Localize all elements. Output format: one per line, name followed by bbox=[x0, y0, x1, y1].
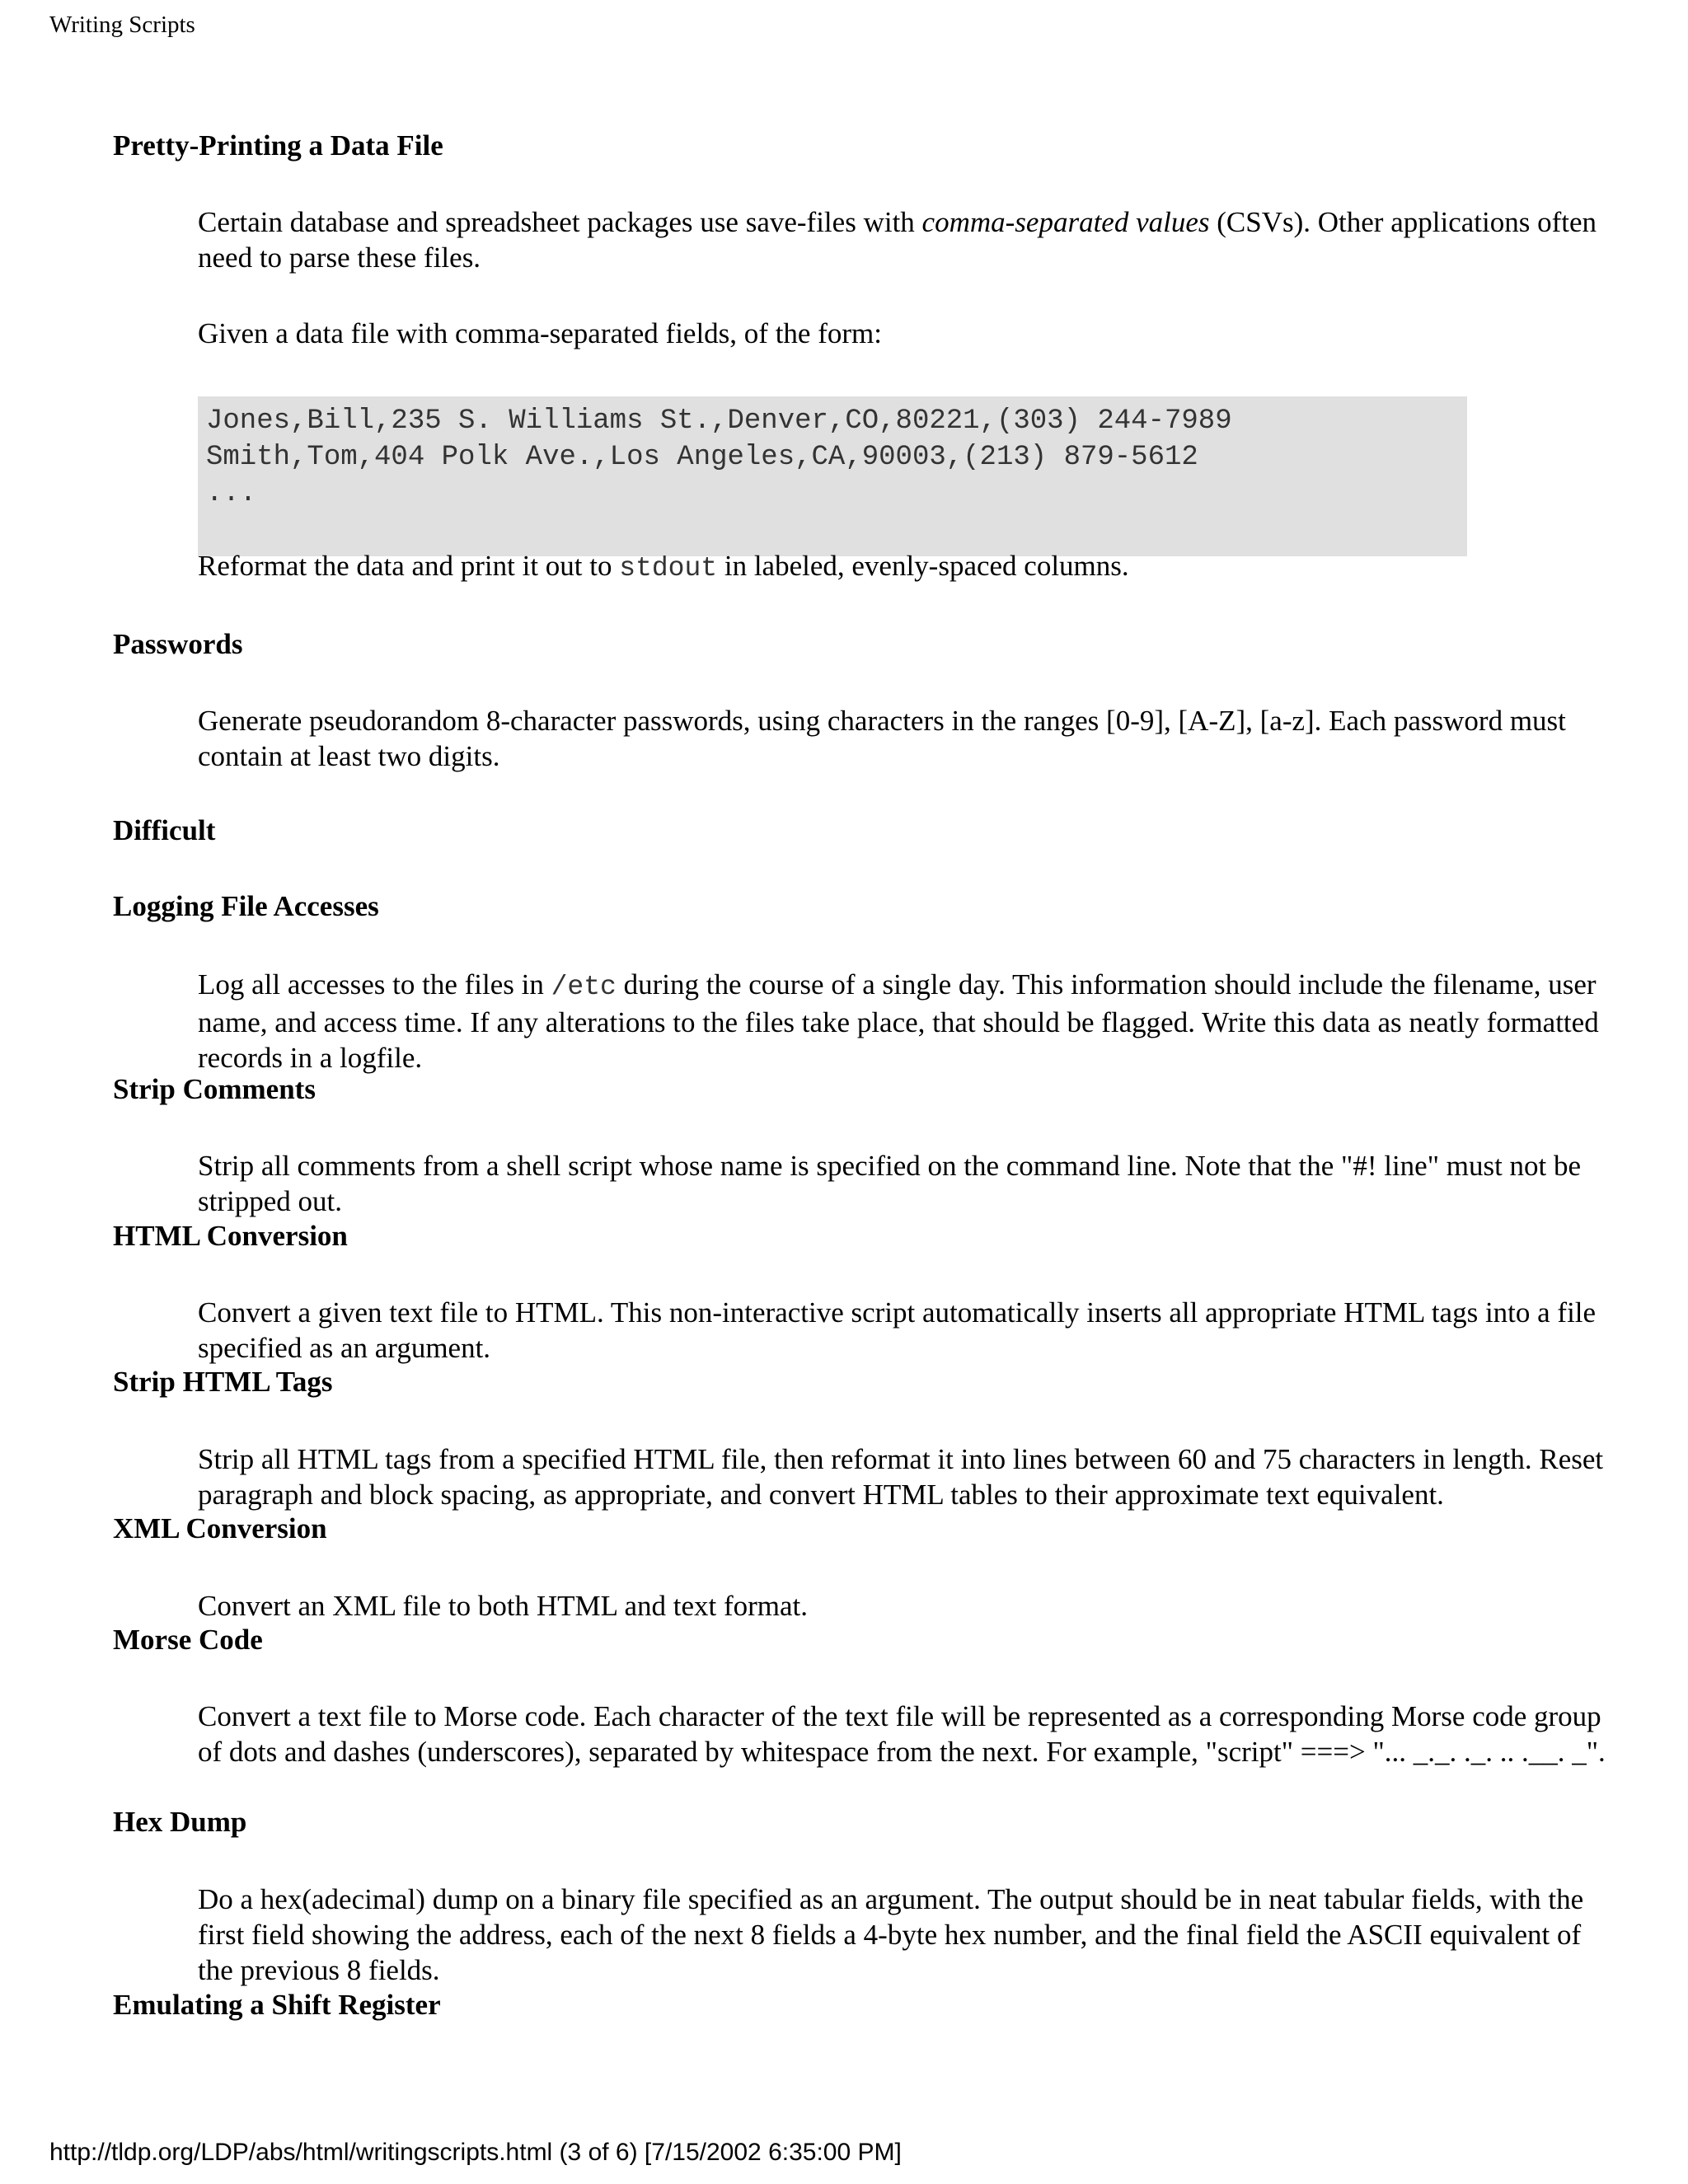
hex-dump-text: Do a hex(adecimal) dump on a binary file specified as an argument. The output should be in neat tabular fields, with the first field showing the address, each of the next 8 fields a 4-byte hex number, and the final field the ASCII equivalent of the previous 8 fields. bbox=[198, 1883, 1584, 1986]
reformat-text-a: Reformat the data and print it out to bbox=[198, 550, 620, 582]
reformat-text-b: in labeled, evenly-spaced columns. bbox=[717, 550, 1129, 582]
heading-xml-conversion: XML Conversion bbox=[113, 1512, 327, 1544]
heading-pretty-printing: Pretty-Printing a Data File bbox=[113, 129, 443, 162]
xml-conversion-text: Convert an XML file to both HTML and text format. bbox=[198, 1590, 809, 1622]
heading-logging-file-accesses: Logging File Accesses bbox=[113, 890, 379, 922]
heading-strip-comments: Strip Comments bbox=[113, 1073, 316, 1105]
heading-morse-code: Morse Code bbox=[113, 1624, 263, 1656]
code-line: ... bbox=[206, 478, 257, 509]
heading-html-conversion: HTML Conversion bbox=[113, 1220, 348, 1252]
pretty-intro-text-b: (CSVs). Other applications often need to parse these files. bbox=[198, 206, 1597, 274]
strip-html-text: Strip all HTML tags from a specified HTML file, then reformat it into lines between 60 and 75 characters in length. Reset paragraph and block spacing, as appropriate, and convert HTML tables to their approximate text equivalent. bbox=[198, 1443, 1604, 1511]
pretty-printing-reformat bbox=[198, 548, 1615, 586]
stdout-code: stdout bbox=[619, 553, 718, 583]
logging-text-b: during the course of a single day. This information should include the filename, user name, and access time. If any alterations to the files take place, that should be flagged. Write this data as neatly formatted records in a logfile. bbox=[198, 968, 1599, 1074]
heading-hex-dump: Hex Dump bbox=[113, 1806, 247, 1838]
pretty-intro-text-a: Certain database and spreadsheet packages use save-files with bbox=[198, 206, 922, 238]
page-footer-url: http://tldp.org/LDP/abs/html/writingscripts.html (3 of 6) [7/15/2002 6:35:00 PM] bbox=[49, 2139, 902, 2166]
heading-strip-html-tags: Strip HTML Tags bbox=[113, 1366, 333, 1398]
strip-comments-text: Strip all comments from a shell script whose name is specified on the command line. Note that the "#! line" must not be stripped out. bbox=[198, 1150, 1582, 1217]
logging-text-a: Log all accesses to the files in bbox=[198, 968, 551, 1001]
pretty-intro-emphasis: comma-separated values bbox=[921, 206, 1210, 238]
etc-code: /etc bbox=[551, 972, 617, 1002]
passwords-text: Generate pseudorandom 8-character passwords, using characters in the ranges [0-9], [A-Z], [a-z]. Each password must contain at least two digits. bbox=[198, 705, 1566, 772]
code-line: Jones,Bill,235 S. Williams St.,Denver,CO,80221,(303) 244-7989 bbox=[206, 405, 1232, 437]
morse-code-text: Convert a text file to Morse code. Each character of the text file will be represented as a corresponding Morse code group of dots and dashes (underscores), separated by whitespace from the next. For example, "script" ===> "... _._. ._. .. .__. _". bbox=[198, 1700, 1606, 1768]
heading-difficult: Difficult bbox=[113, 814, 216, 846]
code-line: Smith,Tom,404 Polk Ave.,Los Angeles,CA,90003,(213) 879-5612 bbox=[206, 442, 1198, 473]
pretty-printing-intro bbox=[198, 204, 1615, 275]
html-conversion-text: Convert a given text file to HTML. This non-interactive script automatically inserts all appropriate HTML tags into a file specified as an argument. bbox=[198, 1296, 1597, 1364]
heading-passwords: Passwords bbox=[113, 628, 243, 660]
page-header-title: Writing Scripts bbox=[49, 12, 195, 38]
logging-text bbox=[198, 967, 1615, 1076]
heading-emulating-shift-register: Emulating a Shift Register bbox=[113, 1989, 441, 2021]
pretty-printing-form-text: Given a data file with comma-separated fields, of the form: bbox=[198, 317, 882, 349]
csv-code-block bbox=[198, 396, 1467, 556]
